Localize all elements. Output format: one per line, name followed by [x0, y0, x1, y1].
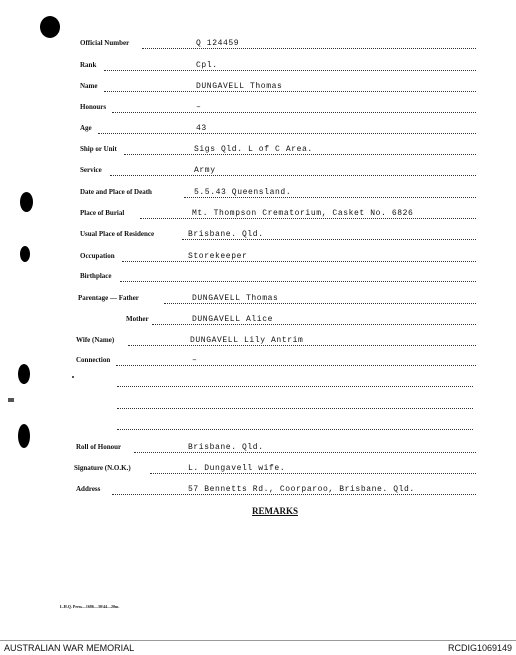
- dotted-line: [120, 281, 476, 282]
- form-row-signature: [74, 464, 474, 478]
- form-row-address: [76, 485, 476, 499]
- field-label: Signature (N.O.K.): [74, 464, 131, 472]
- field-label: Place of Burial: [80, 209, 125, 217]
- dotted-line: [104, 70, 476, 71]
- field-label: Address: [76, 485, 101, 493]
- blank-line: [117, 408, 473, 409]
- punch-hole-top: [40, 16, 60, 38]
- field-label: Ship or Unit: [80, 145, 117, 153]
- field-label: Usual Place of Residence: [80, 230, 155, 238]
- form-row-honours: [80, 103, 480, 117]
- punch-hole-1: [20, 192, 33, 212]
- remarks-heading: REMARKS: [252, 506, 299, 516]
- field-value: Q 124459: [196, 39, 240, 48]
- field-value: DUNGAVELL Alice: [192, 315, 274, 324]
- form-row-age: [80, 124, 480, 138]
- dotted-line: [142, 48, 476, 49]
- form-row-connection: [76, 356, 480, 370]
- field-label: Birthplace: [80, 272, 112, 280]
- field-value: 57 Bennetts Rd., Coorparoo, Brisbane. Qld.: [188, 485, 415, 494]
- form-row-official-number: [80, 39, 480, 53]
- dotted-line: [112, 112, 476, 113]
- field-value: Brisbane. Qld.: [188, 443, 264, 452]
- dotted-line: [128, 345, 476, 346]
- scan-speck: [8, 398, 14, 402]
- form-row-birthplace: [80, 272, 480, 286]
- blank-line: [117, 429, 473, 430]
- form-row-place-of-burial: [80, 209, 480, 223]
- dotted-line: [150, 473, 476, 474]
- footer-record-id: RCDIG1069149: [447, 643, 512, 653]
- dotted-line: [164, 303, 476, 304]
- blank-line: [117, 386, 473, 387]
- dotted-line: [122, 261, 476, 262]
- field-value: DUNGAVELL Lily Antrim: [190, 336, 304, 345]
- field-value: 5.5.43 Queensland.: [194, 188, 292, 197]
- dotted-line: [124, 154, 476, 155]
- form-row-father: [80, 294, 480, 308]
- dotted-line: [182, 239, 476, 240]
- field-label: Wife (Name): [76, 336, 115, 344]
- dotted-line: [112, 494, 476, 495]
- field-value: Mt. Thompson Crematorium, Casket No. 6826: [192, 209, 414, 218]
- field-value: DUNGAVELL Thomas: [192, 294, 279, 303]
- field-value: 43: [196, 124, 207, 133]
- field-label: Connection: [76, 356, 111, 364]
- field-label: Parentage — Father: [78, 294, 139, 302]
- field-label: Name: [80, 82, 98, 90]
- form-row-date-place-of-death: [80, 188, 480, 202]
- field-label: Official Number: [80, 39, 130, 47]
- dotted-line: [184, 197, 476, 198]
- form-row-usual-residence: [80, 230, 480, 244]
- field-value: Sigs Qld. L of C Area.: [194, 145, 313, 154]
- field-value: Army: [194, 166, 216, 175]
- punch-hole-3: [18, 364, 30, 384]
- field-label: Mother: [126, 315, 149, 323]
- punch-hole-4: [18, 424, 30, 448]
- field-value: Cpl.: [196, 61, 218, 70]
- field-value: Brisbane. Qld.: [188, 230, 264, 239]
- field-value: DUNGAVELL Thomas: [196, 82, 283, 91]
- dotted-line: [140, 218, 476, 219]
- punch-hole-2: [20, 246, 30, 262]
- printer-imprint: L.H.Q. Press—1686—30/44—20m.: [60, 604, 120, 609]
- field-value: –: [196, 103, 202, 112]
- dotted-line: [98, 133, 476, 134]
- form-row-service: [80, 166, 480, 180]
- dotted-line: [110, 175, 476, 176]
- form-row-roll-of-honour: [76, 443, 476, 457]
- field-value: Storekeeper: [188, 252, 248, 261]
- field-label: Date and Place of Death: [80, 188, 152, 196]
- form-row-ship-or-unit: [80, 145, 480, 159]
- field-value: L. Dungavell wife.: [188, 464, 286, 473]
- field-label: Age: [80, 124, 92, 132]
- form-row-name: [80, 82, 480, 96]
- field-label: Occupation: [80, 252, 115, 260]
- field-label: Honours: [80, 103, 107, 111]
- dotted-line: [116, 365, 476, 366]
- dotted-line: [134, 452, 476, 453]
- scan-speck: [72, 376, 74, 378]
- form-row-mother: [80, 315, 480, 329]
- form-row-rank: [80, 61, 480, 75]
- form-row-occupation: [80, 252, 480, 266]
- field-label: Rank: [80, 61, 97, 69]
- field-value: –: [192, 356, 198, 365]
- field-label: Roll of Honour: [76, 443, 122, 451]
- archive-footer: [0, 640, 516, 655]
- dotted-line: [152, 324, 476, 325]
- field-label: Service: [80, 166, 102, 174]
- form-row-wife: [76, 336, 480, 350]
- footer-source: AUSTRALIAN WAR MEMORIAL: [4, 643, 135, 653]
- dotted-line: [104, 91, 476, 92]
